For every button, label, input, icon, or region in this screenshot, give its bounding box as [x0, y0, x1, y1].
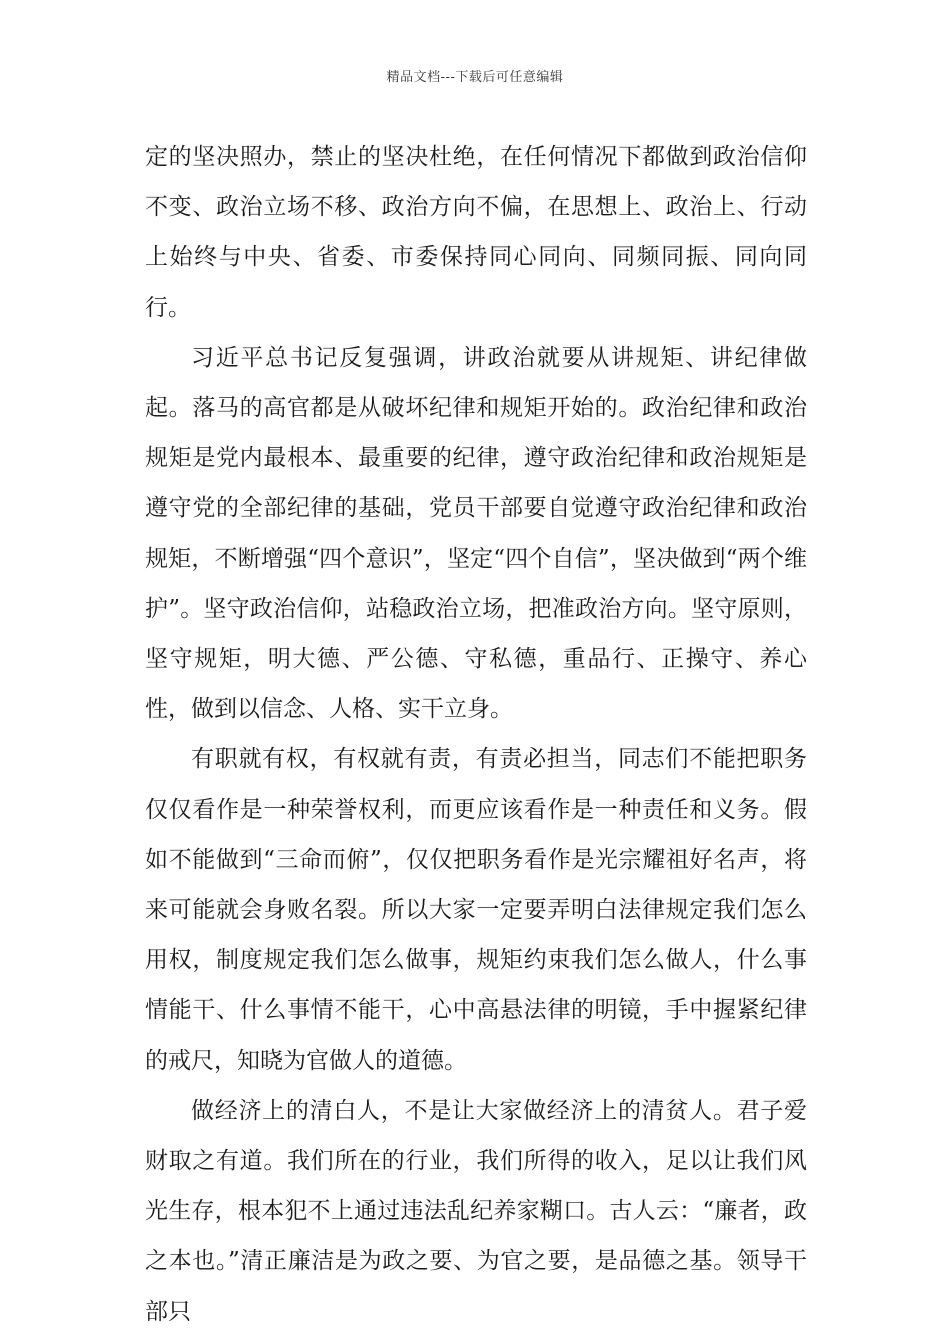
page-header: 精品文档---下载后可任意编辑	[386, 70, 564, 85]
document-body	[145, 132, 807, 1337]
paragraph: 习近平总书记反复强调，讲政治就要从讲规矩、讲纪律做起。落马的高官都是从破坏纪律和规矩开始的。政治纪律和政治规矩是党内最根本、最重要的纪律，遵守政治纪律和政治规矩是遵守党的全部纪律的基础，党员干部要自觉遵守政治纪律和政治规矩，不断增强“四个意识”，坚定“四个自信”，坚决做到“两个维护”。坚守政治信仰，站稳政治立场，把准政治方向。坚守原则，坚守规矩，明大德、严公德、守私德，重品行、正操守、养心性，做到以信念、人格、实干立身。	[145, 344, 807, 723]
paragraph: 做经济上的清白人，不是让大家做经济上的清贫人。君子爱财取之有道。我们所在的行业，我们所得的收入，足以让我们风光生存，根本犯不上通过违法乱纪养家糊口。古人云：“廉者，政之本也。”清正廉洁是为政之要、为官之要，是品德之基。领导干部只	[145, 1097, 807, 1325]
paragraph: 有职就有权，有权就有责，有责必担当，同志们不能把职务仅仅看作是一种荣誉权利，而更应该看作是一种责任和义务。假如不能做到“三命而俯”，仅仅把职务看作是光宗耀祖好名声，将来可能就会身败名裂。所以大家一定要弄明白法律规定我们怎么用权，制度规定我们怎么做事，规矩约束我们怎么做人，什么事情能干、什么事情不能干，心中高悬法律的明镜，手中握紧纪律的戒尺，知晓为官做人的道德。	[145, 746, 807, 1074]
paragraph-continuation: 定的坚决照办，禁止的坚决杜绝，在任何情况下都做到政治信仰不变、政治立场不移、政治方向不偏，在思想上、政治上、行动上始终与中央、省委、市委保持同心同向、同频同振、同向同行。	[145, 144, 807, 321]
